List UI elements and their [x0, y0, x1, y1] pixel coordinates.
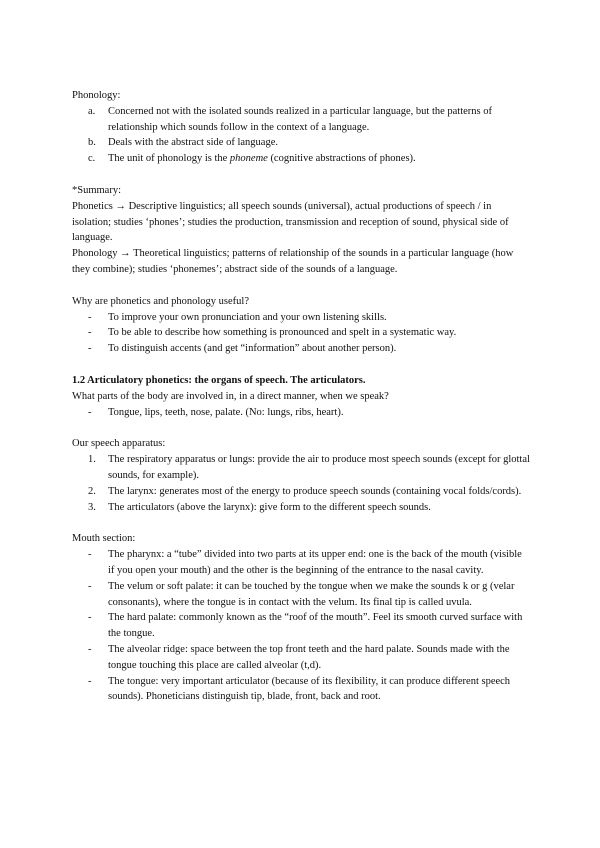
phonology-heading: Phonology:: [72, 90, 121, 101]
list-marker: -: [88, 612, 92, 624]
list-marker: -: [88, 327, 92, 339]
list-marker: -: [88, 311, 92, 323]
list-item-text-after: (cognitive abstractions of phones).: [267, 153, 416, 165]
list-item: [72, 674, 530, 706]
list-marker: -: [88, 343, 92, 355]
list-marker: -: [88, 643, 92, 655]
list-item-text: To improve your own pronunciation and your own listening skills.: [108, 311, 387, 323]
list-item-text: Concerned not with the isolated sounds realized in a particular language, but the patterns of relationship which sounds follow in the context of a language.: [108, 105, 493, 133]
list-item-text: The tongue: very important articulator (because of its flexibility, it can produce different speech sounds). Phoneticians distinguish tip, blade, front, back and root.: [108, 675, 511, 703]
list-marker: -: [88, 549, 92, 561]
list-item: [72, 135, 530, 151]
list-item: [72, 547, 530, 579]
apparatus-list: [72, 452, 530, 515]
list-item: [72, 484, 530, 500]
articulatory-question: What parts of the body are involved in, in a direct manner, when we speak?: [72, 390, 389, 402]
summary-phonetics: Phonetics → Descriptive linguistics; all speech sounds (universal), actual productions of speech / in isolation; studies ‘phones’; studies the production, transmission and reception of sound, physical side of language.: [72, 200, 509, 244]
list-item: [72, 452, 530, 484]
list-marker: -: [88, 406, 92, 418]
list-item: [72, 610, 530, 642]
list-item-text: The velum or soft palate: it can be touched by the tongue when we make the sounds k or g (velar consonants), where the tongue is in contact with the velum. Its final tip is called uvula.: [108, 580, 515, 608]
list-item-text-before: The unit of phonology is the: [108, 153, 230, 165]
list-item-text: The larynx: generates most of the energy to produce speech sounds (containing vocal folds/cords).: [108, 485, 522, 497]
list-marker: -: [88, 580, 92, 592]
list-item-text: The pharynx: a “tube” divided into two parts at its upper end: one is the back of the mouth (visible if you open your mouth) and the other is the beginning of the entrance to the nasal cavity.: [108, 549, 522, 576]
list-marker: 1.: [88, 454, 96, 466]
list-item: [72, 104, 530, 136]
list-item-text: Deals with the abstract side of language.: [108, 137, 278, 149]
list-marker: -: [88, 675, 92, 687]
list-item: [72, 405, 530, 421]
why-list: [72, 310, 530, 357]
list-marker: a.: [88, 105, 96, 117]
list-item-text: The alveolar ridge: space between the top front teeth and the hard palate. Sounds made with the tongue touching this place are called alveolar (t,d).: [108, 643, 510, 671]
articulatory-list: [72, 405, 530, 421]
list-item: [72, 579, 530, 611]
list-marker: 3.: [88, 501, 96, 513]
summary-heading: *Summary:: [72, 184, 121, 196]
mouth-list: [72, 547, 530, 705]
section-heading: 1.2 Articulatory phonetics: the organs of speech. The articulators.: [72, 374, 366, 386]
list-item: [72, 500, 530, 516]
list-item-text: Tongue, lips, teeth, nose, palate. (No: lungs, ribs, heart).: [108, 406, 344, 418]
list-item: [72, 642, 530, 674]
list-marker: c.: [88, 153, 96, 165]
list-item: [72, 151, 530, 167]
document-page: [72, 88, 530, 705]
list-item-text: To distinguish accents (and get “information” about another person).: [108, 343, 397, 355]
list-marker: 2.: [88, 485, 96, 497]
why-question: Why are phonetics and phonology useful?: [72, 295, 249, 307]
phonology-list: [72, 104, 530, 167]
list-item: [72, 325, 530, 341]
list-item-text: To be able to describe how something is pronounced and spelt in a systematic way.: [108, 327, 457, 339]
list-item-text: The articulators (above the larynx): give form to the different speech sounds.: [108, 501, 431, 513]
list-item: [72, 341, 530, 357]
mouth-heading: Mouth section:: [72, 533, 136, 545]
list-item-text: The hard palate: commonly known as the “roof of the mouth”. Feel its smooth curved surface with the tongue.: [108, 612, 523, 640]
list-marker: b.: [88, 137, 96, 149]
list-item: [72, 310, 530, 326]
apparatus-heading: Our speech apparatus:: [72, 438, 166, 450]
phoneme-emphasis: phoneme: [229, 153, 268, 165]
list-item-text: The respiratory apparatus or lungs: provide the air to produce most speech sounds (except for glottal sounds, for example).: [108, 454, 530, 481]
summary-phonology: Phonology → Theoretical linguistics; patterns of relationship of the sounds in a particular language (how they combine); studies ‘phonemes’; abstract side of the sounds of a language.: [72, 248, 514, 275]
